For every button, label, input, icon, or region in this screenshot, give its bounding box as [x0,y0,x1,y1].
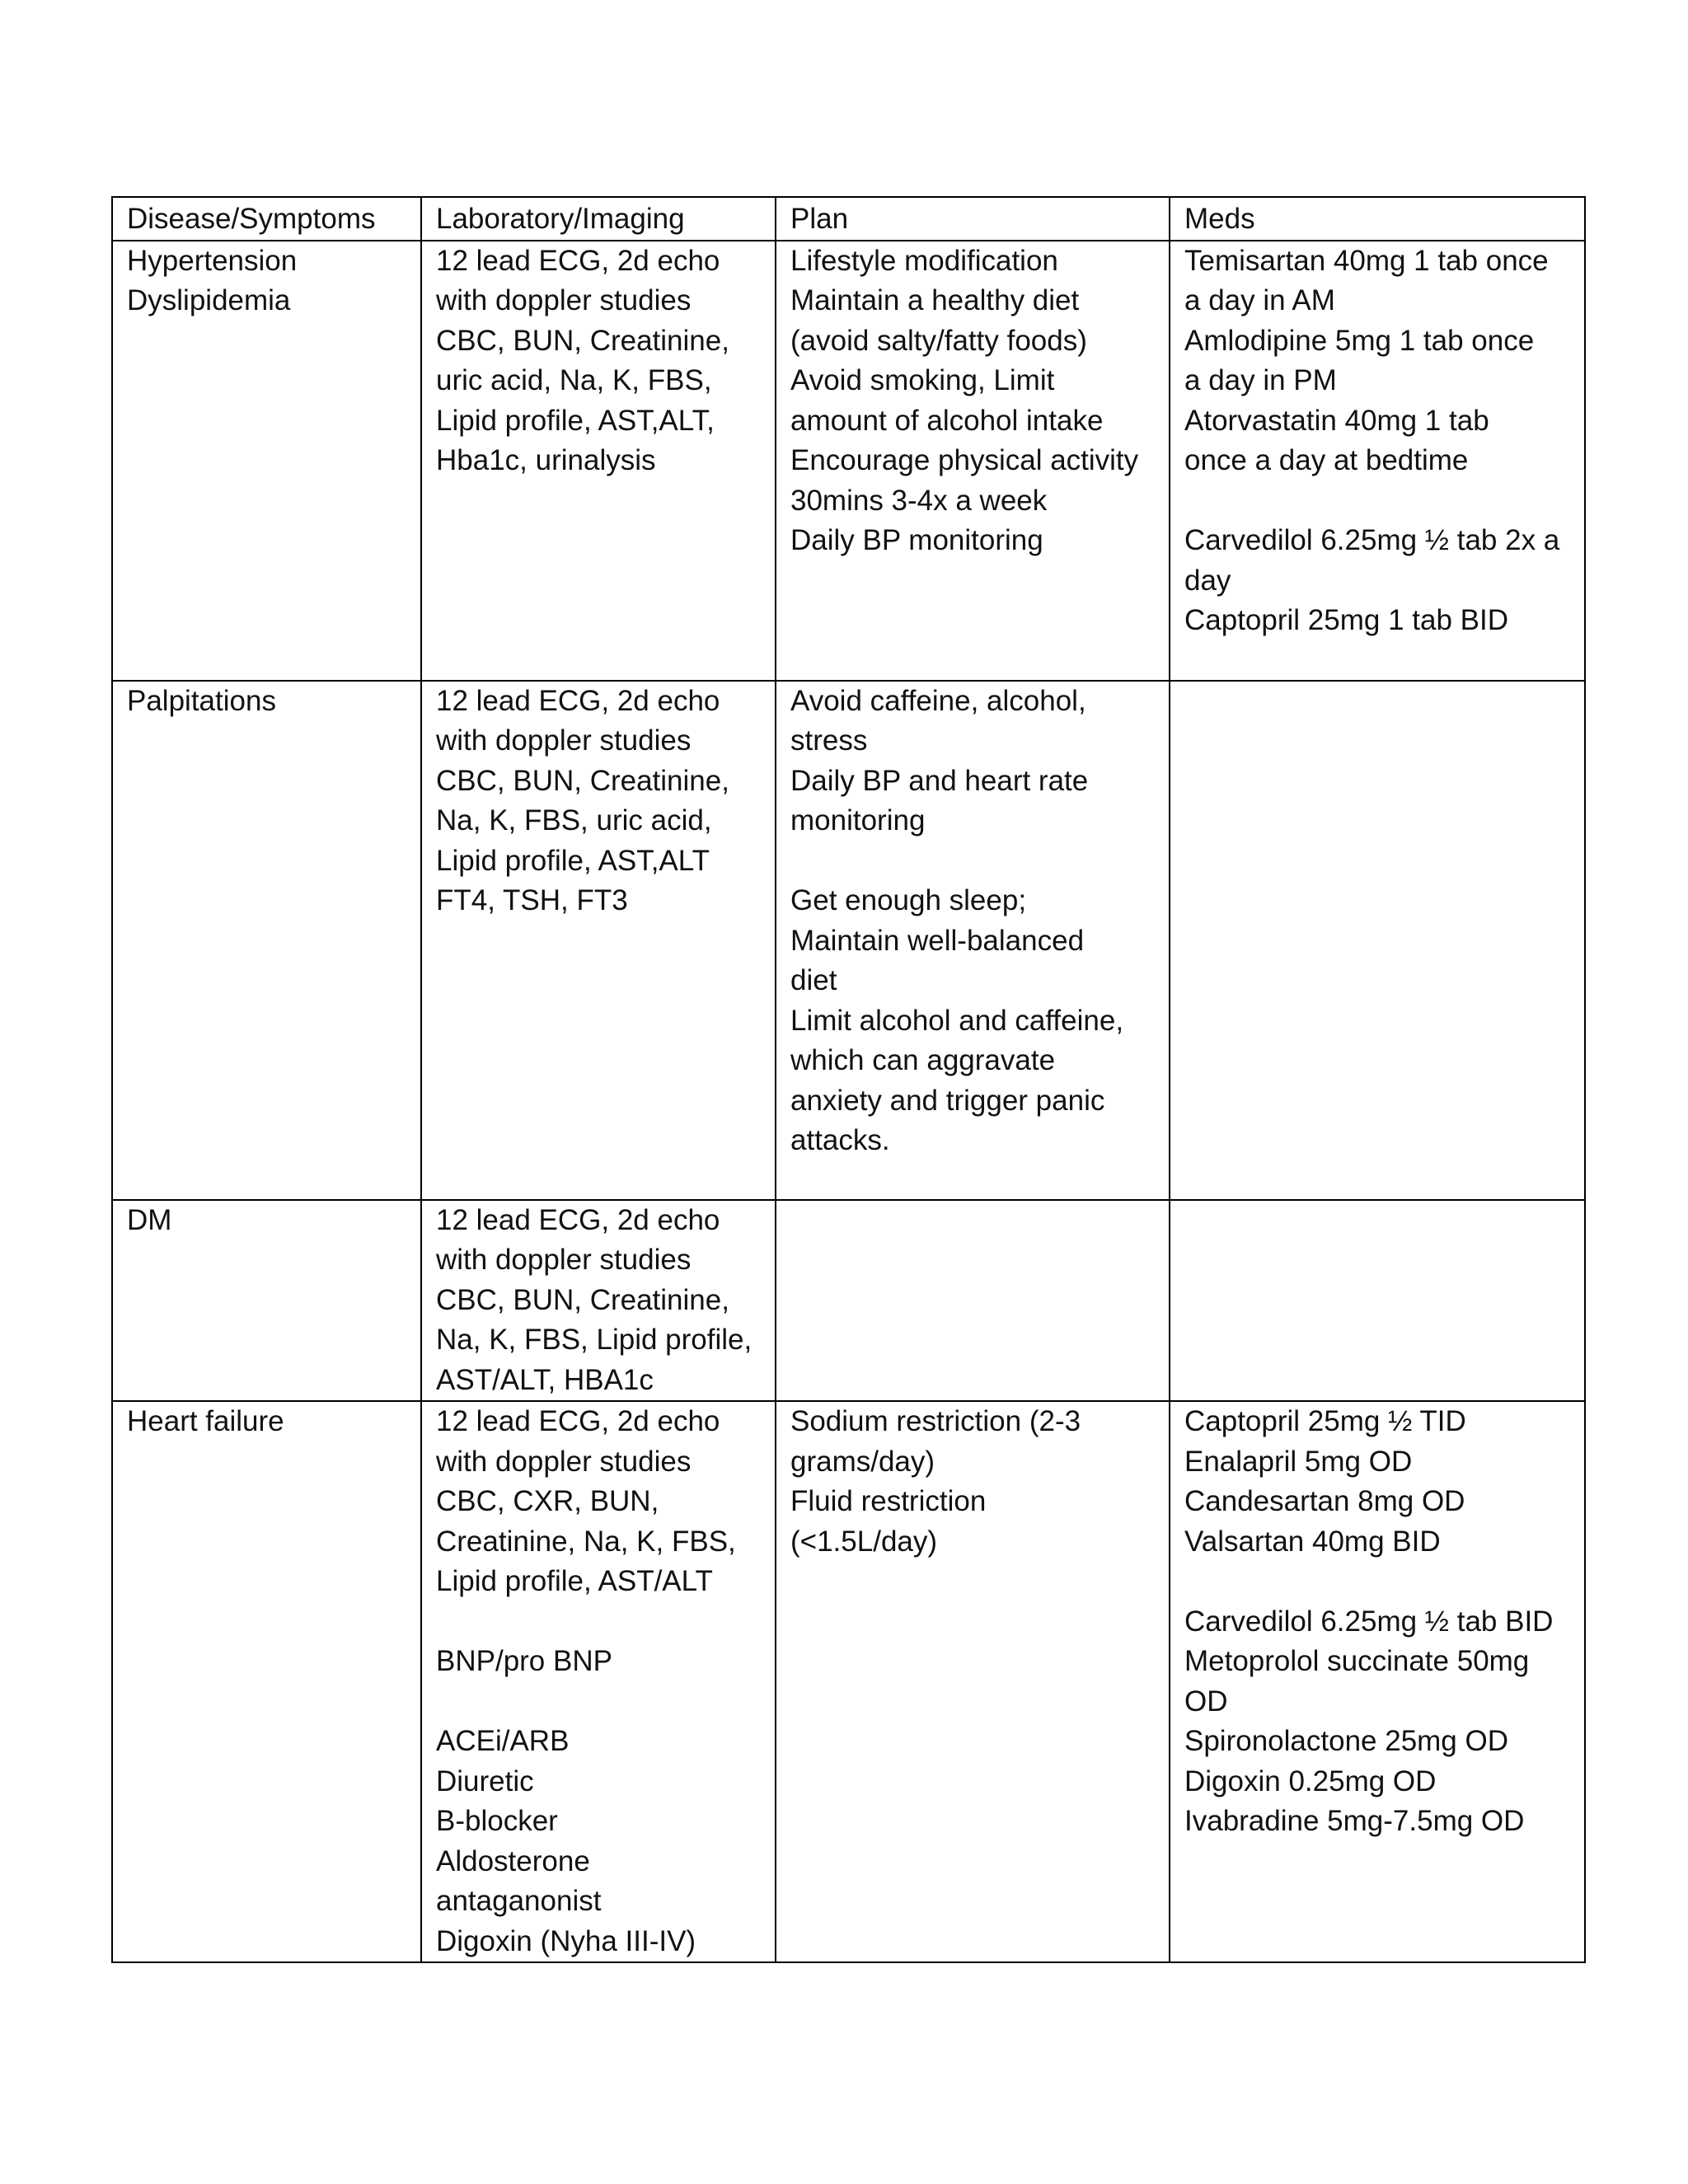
table-row-heart-failure [112,1401,1585,1962]
header-disease-symptoms: Disease/Symptoms [112,197,421,241]
plan-cell [776,1401,1170,1962]
meds-cell [1170,681,1585,1200]
meds-line: Valsartan 40mg BID [1184,1525,1441,1558]
plan-line: Fluid restriction [790,1485,987,1517]
labs-line: Lipid profile, AST,ALT [436,844,710,877]
header-laboratory-imaging: Laboratory/Imaging [421,197,776,241]
labs-line: 12 lead ECG, 2d echo [436,1405,720,1437]
plan-line: diet [790,964,837,996]
plan-line: 30mins 3-4x a week [790,484,1048,517]
plan-cell [776,681,1170,1200]
plan-cell [776,241,1170,681]
labs-line: Creatinine, Na, K, FBS, [436,1525,736,1558]
plan-blank-line [790,841,1156,882]
meds-line: Metoprolol succinate 50mg [1184,1645,1530,1677]
labs-line: Lipid profile, AST/ALT [436,1565,713,1597]
labs-line: CBC, CXR, BUN, [436,1485,659,1517]
labs-line: CBC, BUN, Creatinine, [436,764,729,797]
meds-cell [1170,1200,1585,1402]
plan-line: (avoid salty/fatty foods) [790,324,1087,357]
labs-line: 12 lead ECG, 2d echo [436,684,720,717]
labs-line: BNP/pro BNP [436,1645,612,1677]
disease-cell [112,241,421,681]
meds-line: Spironolactone 25mg OD [1184,1725,1508,1757]
table-row-hypertension [112,241,1585,681]
labs-line: Lipid profile, AST,ALT, [436,404,715,437]
meds-line: Temisartan 40mg 1 tab once [1184,244,1549,277]
plan-line: Sodium restriction (2-3 [790,1405,1081,1437]
plan-line: Avoid smoking, Limit [790,364,1055,396]
plan-line: grams/day) [790,1445,935,1478]
labs-line: Aldosterone [436,1844,590,1877]
plan-cell [776,1200,1170,1402]
labs-line: antaganonist [436,1885,602,1917]
meds-line: a day in AM [1184,284,1335,316]
plan-line: Avoid caffeine, alcohol, [790,684,1086,717]
meds-line: Captopril 25mg ½ TID [1184,1405,1466,1437]
labs-line: 12 lead ECG, 2d echo [436,244,720,277]
disease-line: Palpitations [127,684,276,717]
header-meds: Meds [1170,197,1585,241]
plan-line: which can aggravate [790,1044,1056,1076]
labs-line: ACEi/ARB [436,1725,570,1757]
meds-line: Digoxin 0.25mg OD [1184,1765,1437,1797]
labs-line: with doppler studies [436,284,692,316]
plan-line: Get enough sleep; [790,884,1027,916]
labs-line: B-blocker [436,1805,558,1837]
labs-line: Digoxin (Nyha III-IV) [436,1924,696,1957]
meds-line: Carvedilol 6.25mg ½ tab 2x a [1184,524,1560,556]
plan-line: Maintain well-balanced [790,924,1085,957]
plan-line: Daily BP monitoring [790,524,1043,556]
meds-line: Enalapril 5mg OD [1184,1445,1413,1478]
labs-line: with doppler studies [436,724,692,757]
labs-line: 12 lead ECG, 2d echo [436,1203,720,1236]
meds-line: once a day at bedtime [1184,444,1469,476]
labs-line: Hba1c, urinalysis [436,444,656,476]
plan-line: monitoring [790,804,926,837]
disease-line: DM [127,1203,172,1236]
meds-line: day [1184,564,1231,597]
plan-line: attacks. [790,1124,890,1156]
meds-line: Candesartan 8mg OD [1184,1485,1465,1517]
meds-line: Captopril 25mg 1 tab BID [1184,604,1508,636]
disease-cell [112,681,421,1200]
labs-cell [421,1401,776,1962]
disease-line: Dyslipidemia [127,284,291,316]
meds-line: Amlodipine 5mg 1 tab once [1184,324,1535,357]
meds-cell [1170,1401,1585,1962]
labs-blank-line [436,1682,762,1722]
table-header-row [112,197,1585,241]
disease-cell [112,1200,421,1402]
plan-line: stress [790,724,868,757]
labs-line: Na, K, FBS, uric acid, [436,804,712,837]
plan-line: amount of alcohol intake [790,404,1104,437]
labs-line: Diuretic [436,1765,534,1797]
labs-line: CBC, BUN, Creatinine, [436,1283,729,1316]
plan-line: (<1.5L/day) [790,1525,938,1558]
disease-cell [112,1401,421,1962]
labs-line: AST/ALT, HBA1c [436,1363,654,1396]
meds-blank-line [1184,1562,1571,1602]
disease-care-table [111,196,1586,1963]
header-plan: Plan [776,197,1170,241]
labs-line: with doppler studies [436,1445,692,1478]
disease-line: Heart failure [127,1405,284,1437]
labs-cell [421,1200,776,1402]
labs-cell [421,681,776,1200]
plan-line: Limit alcohol and caffeine, [790,1004,1124,1037]
meds-line: OD [1184,1685,1228,1718]
meds-cell [1170,241,1585,681]
labs-cell [421,241,776,681]
labs-line: Na, K, FBS, Lipid profile, [436,1324,753,1356]
plan-line: Daily BP and heart rate [790,764,1089,797]
table-row-dm [112,1200,1585,1402]
labs-line: CBC, BUN, Creatinine, [436,324,729,357]
disease-line: Hypertension [127,244,298,277]
plan-line: anxiety and trigger panic [790,1084,1105,1117]
labs-line: with doppler studies [436,1244,692,1276]
meds-blank-line [1184,481,1571,522]
labs-line: FT4, TSH, FT3 [436,884,628,916]
labs-blank-line [436,1602,762,1643]
meds-line: Carvedilol 6.25mg ½ tab BID [1184,1605,1554,1638]
plan-line: Encourage physical activity [790,444,1139,476]
plan-line: Lifestyle modification [790,244,1058,277]
plan-line: Maintain a healthy diet [790,284,1080,316]
table-row-palpitations [112,681,1585,1200]
meds-line: a day in PM [1184,364,1337,396]
meds-line: Ivabradine 5mg-7.5mg OD [1184,1805,1525,1837]
meds-line: Atorvastatin 40mg 1 tab [1184,404,1489,437]
labs-line: uric acid, Na, K, FBS, [436,364,712,396]
